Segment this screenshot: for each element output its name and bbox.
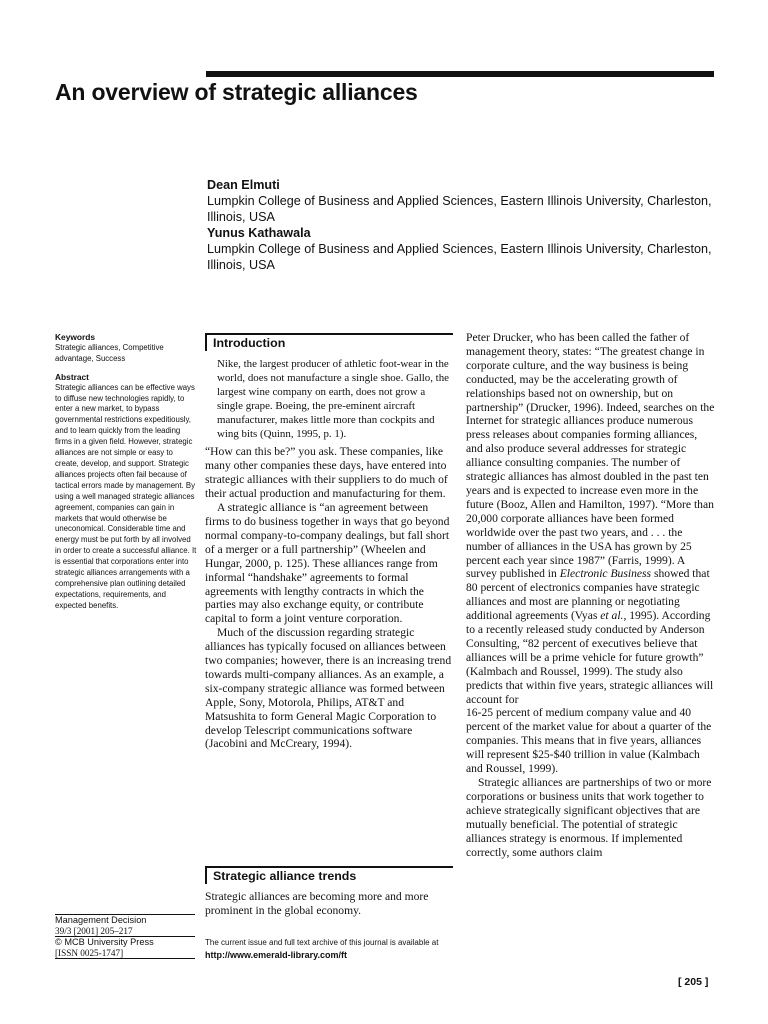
author-name-1: Dean Elmuti xyxy=(207,178,280,192)
keywords-text: Strategic alliances, Competitive advantage, Success xyxy=(55,342,164,363)
introduction-heading: Introduction xyxy=(205,333,453,351)
intro-paragraph-2: A strategic alliance is “an agreement between firms to do business together in ways that go beyond normal company-to-company dealings, but fall short of a merger or a full partnership” (Wheelen and Hungar, 2000, p. 125). These alliances range from informal “handshake” agreements to formal agreements with lengthy contracts in which the parties may also exchange equity, or contribute capital to form a joint venture corporation. xyxy=(205,501,450,626)
author-name-2: Yunus Kathawala xyxy=(207,226,311,240)
archive-footnote xyxy=(205,936,455,962)
journal-title-italic: Electronic Business xyxy=(559,567,652,581)
journal-volume: 39/3 [2001] 205–217 xyxy=(55,925,133,936)
trends-heading: Strategic alliance trends xyxy=(205,866,453,884)
journal-name: Management Decision xyxy=(55,915,147,925)
journal-masthead xyxy=(55,914,195,959)
trends-paragraph-1: Strategic alliances are becoming more and more prominent in the global economy. xyxy=(205,890,429,917)
author-affiliation-2: Lumpkin College of Business and Applied Sciences, Eastern Illinois University, Charleston, Illinois, USA xyxy=(207,242,712,272)
intro-paragraph-3: Much of the discussion regarding strategic alliances has typically focused on alliances between two companies; however, there is an increasing trend towards multi-company alliances. As an example, a six-company strategic alliance was formed between Apple, Sony, Motorola, Philips, AT&T and Matsushita to form General Magic Corporation to develop Telescript communications software (Jacobini and McCreary, 1994). xyxy=(205,626,452,751)
author-block xyxy=(207,177,727,273)
intro-paragraph-1: “How can this be?” you ask. These companies, like many other companies these days, have entered into strategic alliances with their suppliers to do much of their actual production and manufacturing for them. xyxy=(205,445,448,501)
keywords-heading: Keywords xyxy=(55,332,96,342)
archive-link[interactable]: http://www.emerald-library.com/ft xyxy=(205,950,348,960)
publisher: © MCB University Press xyxy=(55,937,154,948)
et-al-italic: et al. xyxy=(600,609,624,623)
col3-paragraph-1: Peter Drucker, who has been called the father of management theory, states: “The greatest change in corporate culture, and the way business is being conducted, may be the accelerating growth of relationships based not on ownership, but on partnership” (Drucker, 1996). Indeed, searches on the Internet for strategic alliances produce numerous press releases about companies forming alliances, and also produce several addresses for strategic alliance consulting companies. The number of strategic alliances has almost doubled in the past ten years and is expected to increase even more in the future (Booz, Allen and Hamilton, 1997). “More than 20,000 corporate alliances have been formed worldwide over the past two years, and . . . the number of alliances in the USA has grown by 25 percent each year since 1987” (Farris, 1999). A survey published in Electronic Business showed that 80 percent of electronics companies have strategic alliances and most are planning or negotiating additional agreements (Vyas et al., 1995). According to a recently released study conducted by Anderson Consulting, “82 percent of executives believe that alliances will be a prime vehicle for future growth” (Kalmbach and Roussel, 1999). The study also predicts that within five years, strategic alliances will account for xyxy=(466,331,715,706)
opening-quote: Nike, the largest producer of athletic foot-wear in the world, does not manufacture a single shoe. Gallo, the largest wine company on earth, does not grow a single grape. Boeing, the pre-eminent aircraft manufacturer, makes little more than cockpits and wing bits (Quinn, 1995, p. 1). xyxy=(217,358,449,440)
col3-paragraph-2: Strategic alliances are partnerships of two or more corporations or business units that work together to achieve strategically significant objectives that are mutually beneficial. The potential of strategic alliances strategy is enormous. If implemented correctly, some authors claim xyxy=(466,776,712,859)
issn: [ISSN 0025-1747] xyxy=(55,947,124,958)
column-3 xyxy=(466,331,716,859)
column-1 xyxy=(205,333,453,751)
col3-paragraph-1-cont: 16-25 percent of medium company value and 40 percent of the market value for about a quarter of the companies. This means that in five years, alliances will represent $25-$40 trillion in value (Kalmbach and Roussel, 1999). xyxy=(466,706,712,776)
title-rule xyxy=(206,71,714,77)
page-number: [ 205 ] xyxy=(678,976,709,988)
abstract-text: Strategic alliances can be effective ways to diffuse new technologies rapidly, to enter a new market, to bypass governmental restrictions expeditiously, and to learn quickly from the leading firms in a given field. However, strategic alliances are not simple or easy to create, develop, and support. Strategic alliances projects often fail because of tactical errors made by management. By using a well managed strategic alliances agreement, companies can gain in markets that would otherwise be uneconomical. Considerable time and energy must be put forth by all involved in order to create a successful alliance. It is essential that corporations enter into strategic alliances arrangements with a comprehensive plan outlining detailed expectations, requirements, and expected benefits. xyxy=(55,382,197,610)
author-affiliation-1: Lumpkin College of Business and Applied Sciences, Eastern Illinois University, Charleston, Illinois, USA xyxy=(207,194,712,224)
article-title: An overview of strategic alliances xyxy=(55,79,418,105)
abstract-heading: Abstract xyxy=(55,371,89,382)
trends-section xyxy=(205,866,453,918)
footnote-text: The current issue and full text archive of this journal is available at xyxy=(205,938,439,947)
sidebar xyxy=(55,332,197,612)
